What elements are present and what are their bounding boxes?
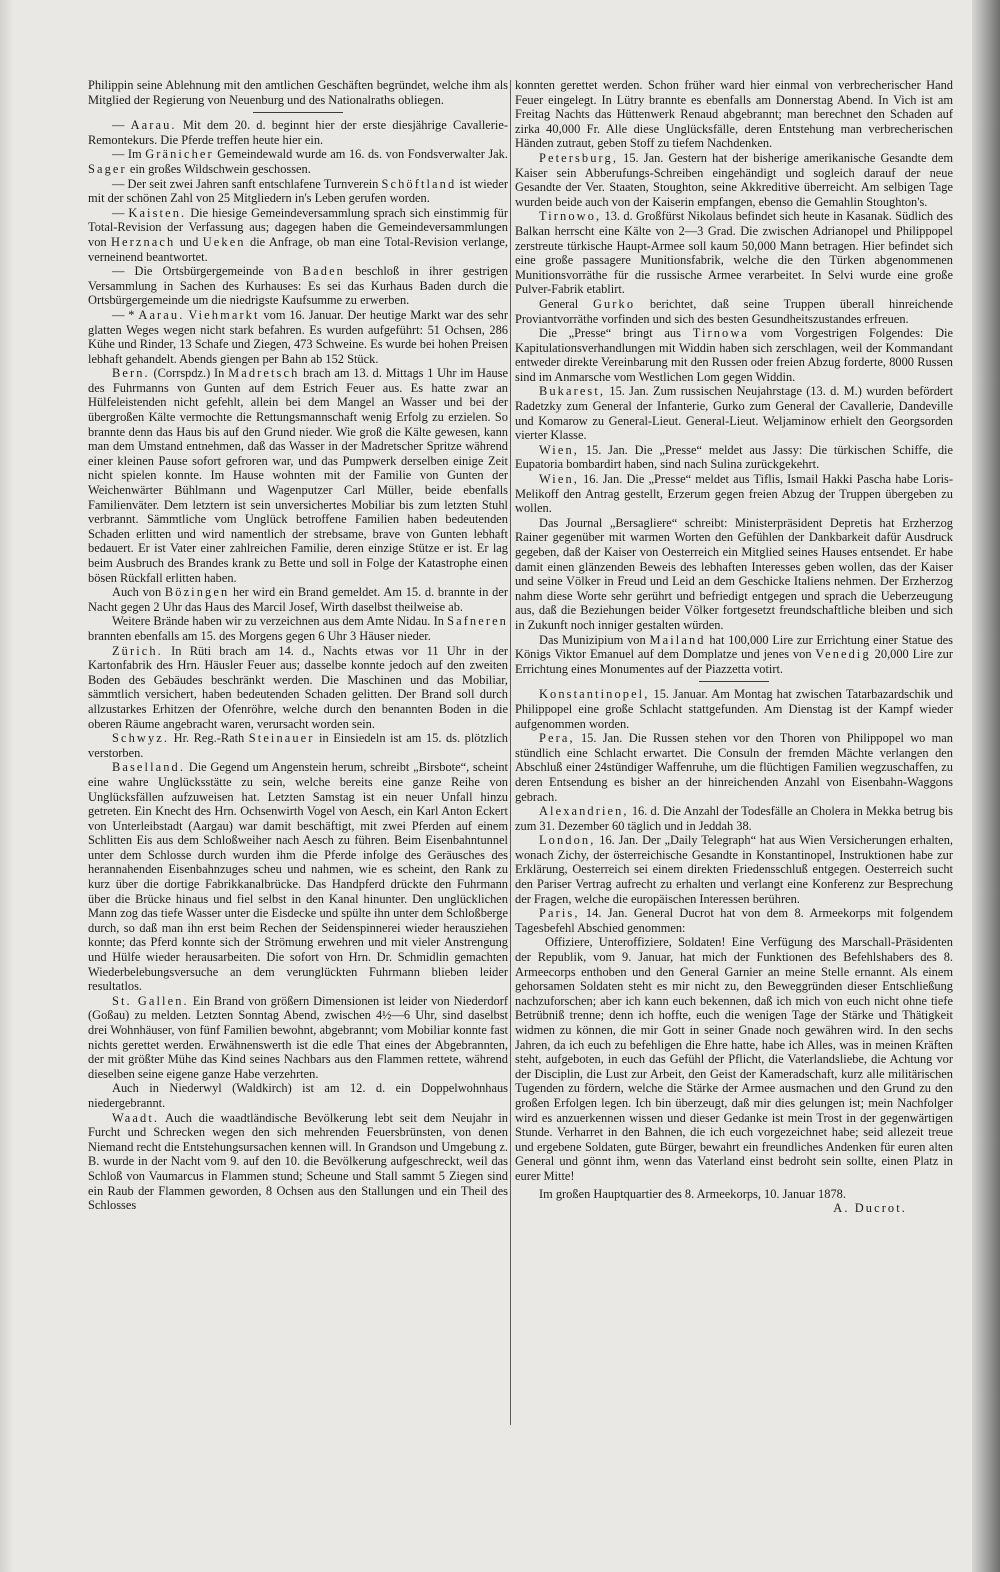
signature-place-date bbox=[515, 1187, 953, 1202]
dateline: Kaisten. bbox=[128, 205, 187, 220]
paragraph-text: — Im bbox=[112, 147, 146, 162]
news-item-petersburg bbox=[515, 151, 953, 209]
dateline: Alexandrien, bbox=[539, 804, 629, 819]
paragraph-text: — Die Ortsbürgergemeinde von bbox=[112, 264, 303, 279]
column-divider bbox=[510, 80, 511, 1425]
paragraph-text: Weitere Brände haben wir zu verzeichnen aus dem Amte Nidau. In bbox=[112, 614, 448, 629]
dateline: St. Gallen. bbox=[112, 993, 189, 1008]
news-item-waadt-continued bbox=[515, 78, 953, 151]
paragraph-text: Das Journal „Bersagliere“ schreibt: Ministerpräsident Depretis hat Erzherzog Rainer gegenüber mit warmen Worten den Gefühlen der Dankbarkeit dafür Ausdruck gegeben, daß der Kaiser von Oesterreich ein Mitglied seines Hauses entsendet. Er habe damit einen glänzenden Beweis des lebhaften Interesses geben wollen, das der Kaiser und seine Völker in Freud und Leid an dem Geschicke Italiens nehmen. Der Erzherzog nahm diese Worte sehr gerührt und befriedigt entgegen und sprach die Ueberzeugung aus, daß die Beziehungen beider Völker fortgesetzt freundschaftliche bleiben und sich in Zukunft noch inniger gestalten würden. bbox=[515, 515, 953, 632]
news-item-kaisten bbox=[88, 206, 508, 264]
paragraph-text: In Rüti brach am 14. d., Nachts etwas vor 11 Uhr in der Kartonfabrik des Hrn. Häusler Feuer aus; dasselbe konnte jedoch auf den zweiten Boden des Gebäudes beschränkt werden. Die Maschinen und das Mobiliar, sämmtlich versichert, haben bedeutenden Schaden gelitten. Der Brand soll durch allzustarkes Erhitzen der Ofenröhre, welche durch den benannten Boden in die oberen Räume angebracht waren, verursacht worden sein. bbox=[88, 643, 508, 731]
paragraph-text: — * bbox=[112, 307, 139, 322]
dateline: Aarau. bbox=[138, 307, 185, 322]
paragraph-text: Philippin seine Ablehnung mit den amtlichen Geschäften begründet, welche ihm als Mitglied der Regierung von Neuenburg und des Nationalraths obliegen. bbox=[88, 78, 508, 107]
left-column bbox=[88, 78, 508, 1213]
news-item-mailand-venedig bbox=[515, 633, 953, 677]
paragraph-text: Die hiesige Gemeindeversammlung sprach sich einstimmig für Total-Revision der Verfassung aus; dagegen haben die Gemeindeversammlungen von bbox=[88, 205, 508, 249]
paragraph-text: vom 16. Januar. Der heutige Markt war des sehr glatten Weges wegen nicht stark befahren. Es wurden aufgeführt: 51 Ochsen, 286 Kühe und Rinder, 13 Schafe und Ziegen, 473 Schweine. Es wurde bei hohen Preisen lebhaft gehandelt. Abends giengen per Bahn ab 152 Stück. bbox=[88, 307, 508, 366]
news-item-safneren bbox=[88, 614, 508, 643]
signature-name bbox=[515, 1201, 953, 1216]
news-item-aarau-viehmarkt bbox=[88, 308, 508, 366]
paragraph-text: Die „Presse“ bringt aus bbox=[539, 326, 693, 341]
dateline: Wien, bbox=[539, 442, 579, 457]
news-item-wien-15 bbox=[515, 443, 953, 472]
news-item-baden-kurhaus bbox=[88, 264, 508, 308]
paragraph-text: brannten ebenfalls am 15. des Morgens gegen 6 Uhr 3 Häuser nieder. bbox=[88, 628, 431, 643]
dateline: Waadt. bbox=[112, 1110, 160, 1125]
news-item-bersagliere bbox=[515, 516, 953, 633]
paragraph-text: General bbox=[539, 296, 593, 311]
paragraph-text: Gemeindewald wurde am 16. ds. von Fondsverwalter Jak. bbox=[213, 147, 508, 162]
paragraph-text: beschloß in ihrer gestrigen Versammlung in Sachen des Kurhauses: Es sei das Kurhaus Baden durch die Ortsbürgergemeinde um die niedrigste Kaufsumme zu erwerben. bbox=[88, 264, 508, 308]
news-item-gurko bbox=[515, 297, 953, 326]
dateline: Petersburg, bbox=[539, 150, 619, 165]
ducrot-order-of-the-day bbox=[515, 935, 953, 1183]
dateline: Bern. bbox=[112, 366, 150, 381]
dateline: Tirnowo, bbox=[539, 209, 602, 224]
spaced-name: Ueken bbox=[202, 234, 246, 249]
dateline: Bukarest, bbox=[539, 384, 606, 399]
paragraph-text: 16. Jan. Die „Presse“ meldet aus Tiflis, Ismail Hakki Pascha habe Loris-Melikoff den Antrag gestellt, Erzerum gegen freien Abzug der Truppen übergeben zu wollen. bbox=[515, 472, 953, 516]
news-item-aarau-remontekurs bbox=[88, 118, 508, 147]
paragraph-text: 15. Jan. Die Russen stehen vor den Thoren von Philippopel wo man stündlich eine Schlacht erwartet. Die Consuln der fremden Mächte verlangen den Abschluß einer 24stündiger Waffenruhe, um die flüchtigen Familien wegzuschaffen, zu deren Entsendung es bisher an der hinreichenden Anzahl von Eisenbahn-Waggons gebrach. bbox=[515, 731, 953, 804]
paragraph-text: her wird ein Brand gemeldet. Am 15. d. brannte in der Nacht gegen 2 Uhr das Haus des Marcil Josef, Wirth daselbst theilweise ab. bbox=[88, 585, 508, 614]
spaced-name: Venedig bbox=[815, 647, 871, 662]
spaced-name: Gränicher bbox=[145, 147, 214, 162]
news-item-bern-madretsch bbox=[88, 366, 508, 585]
paragraph-text: Auch die waadtländische Bevölkerung lebt seit dem Neujahr in Furcht und Schrecken wegen den sich mehrenden Feuersbrünsten, von denen Niemand recht die Entstehungsursachen kennen will. In Grandson und Umgebung z. B. wurde in der Nacht vom 9. auf den 10. die Bevölkerung aufgeschreckt, weil das Schloß von Vaumarcus in Flammen stund; Scheune und Stall sammt 5 Ziegen sind ein Raub der Flammen geworden, 8 Ochsen aus den Stallungen und ein Theil des Schlosses bbox=[88, 1110, 508, 1213]
spaced-name: Sager bbox=[88, 161, 127, 176]
dateline: London, bbox=[539, 833, 596, 848]
paragraph-text: 13. d. Großfürst Nikolaus befindet sich heute in Kasanak. Südlich des Balkan herrscht eine Kälte von 2—3 Grad. Die zwischen Adrianopel und Philippopel zerstreute türkische Haupt-Armee soll kaum 50,000 Mann betragen. Hier befindet sich eine große passagere Munitionsfabrik, welche die den Türken abgenommenen Munitionsvorräthe für die russische Armee verarbeitet. In Selvi wurde eine große Pulver-Fabrik etablirt. bbox=[515, 209, 953, 297]
spaced-name: Madretsch bbox=[228, 366, 300, 381]
news-item-st-gallen bbox=[88, 994, 508, 1082]
dateline: Pera, bbox=[539, 731, 575, 746]
dateline: Paris, bbox=[539, 906, 580, 921]
section-rule bbox=[699, 681, 769, 682]
news-item-london bbox=[515, 833, 953, 906]
news-item-alexandrien bbox=[515, 804, 953, 833]
paragraph-text: berichtet, daß seine Truppen überall hinreichende Proviantvorräthe vorfinden und sich des besten Gesundheitszustandes erfreuen. bbox=[515, 296, 953, 326]
news-item-bukarest bbox=[515, 384, 953, 442]
spaced-name: Tirnowa bbox=[692, 326, 749, 341]
news-item-tirnowo bbox=[515, 209, 953, 297]
paragraph-text: 15. Jan. Zum russischen Neujahrstage (13. d. M.) wurden befördert Radetzky zum General der Infanterie, Gurko zum General der Cavallerie, Dandeville und Komarow zu General-Lieut. General-Lieut. Weljaminow erhielt den Georgsorden vierter Klasse. bbox=[515, 384, 953, 443]
paragraph-text: 14. Jan. General Ducrot hat von dem 8. Armeekorps mit folgendem Tagesbefehl Abschied genommen: bbox=[515, 906, 953, 935]
paragraph-text: 15. Jan. Gestern hat der bisherige amerikanische Gesandte dem Kaiser sein Abberufungs-Schreiben eingehändigt und sogleich darauf der neue Gesandte der Ver. Staaten, Stoughton, seine Akkreditive überreicht. Am selbigen Tage wurden beide auch von der Kaiserin empfangen, ebenso die Gemahlin Stoughton's. bbox=[515, 150, 953, 209]
paragraph-text: Auch von bbox=[112, 585, 165, 600]
news-item-pera bbox=[515, 731, 953, 804]
news-item-niederwyl bbox=[88, 1081, 508, 1110]
dateline: Wien, bbox=[539, 472, 579, 487]
spaced-name: A. Ducrot. bbox=[833, 1201, 907, 1216]
paragraph-text: Auch in Niederwyl (Waldkirch) ist am 12. d. ein Doppelwohnhaus niedergebrannt. bbox=[88, 1081, 508, 1110]
paragraph-text: brach am 13. d. Mittags 1 Uhr im Hause des Fuhrmanns von Gunten auf dem Estrich Feuer aus. Es hatte zwar an Hülfeleistenden nicht gefehlt, allein bei dem Mangel an Wasser und bei der übergroßen Kälte vermochte die Rettungsmannschaft wenig Erfolg zu erzielen. So brannte denn das Haus bis auf den Grund nieder. Wie groß die Kälte gewesen, kann man dem Umstand entnehmen, daß das Wasser in der Madretscher Spritze während einer kleinen Pause sofort gefroren war, und das Pumpwerk derselben einige Zeit nicht spielen konnte. Im Hause wohnten mit der Familie von Gunten der Weichenwärter Bühlmann und Wagenputzer Carl Müller, beide ebenfalls Familienväter. Dem letztern ist sein unversichertes Mobiliar bis zum letzten Stuhl verbrannt. Sämmtliche vom Unglück betroffene Familien haben bedeutenden Schaden erlitten und wird namentlich der strebsame, brave von Gunten lebhaft bedauert. Er ist Vater einer zahlreichen Familie, deren einzige Stütze er ist. Er lag beim Ausbruch des Brandes krank zu Bette und soll in Folge der Katastrophe einen bösen Rückfall erlitten haben. bbox=[88, 366, 509, 585]
paragraph-text: (Corrspdz.) In bbox=[149, 366, 229, 381]
paragraph-text: in Einsiedeln ist am 15. ds. plötzlich verstorben. bbox=[88, 731, 508, 760]
spaced-name: Bözingen bbox=[164, 585, 230, 600]
paragraph-text: 20,000 Lire zur Errichtung eines Monumentes auf der Piazzetta votirt. bbox=[515, 647, 953, 676]
dateline: Baselland. bbox=[112, 760, 186, 775]
spaced-name: Mailand bbox=[649, 632, 706, 647]
paragraph-text: vom Vorgestrigen Folgendes: Die Kapitulationsverhandlungen mit Widdin haben sich zerschlagen, weil der Kommandant entweder direkte Vereinbarung mit den Russen oder freien Abzug forderte, 8000 Russen sind im Anmarsche vom Westlichen Lom gegen Widdin. bbox=[515, 326, 953, 384]
news-item-boezingen bbox=[88, 585, 508, 614]
dateline: Aarau. bbox=[130, 118, 177, 133]
spaced-name: Baden bbox=[302, 264, 345, 279]
dateline: Zürich. bbox=[112, 643, 163, 658]
paragraph-text: ist wieder mit der schönen Zahl von 25 Mitgliedern in's Leben gerufen worden. bbox=[88, 176, 508, 206]
news-item-presse-tirnowa bbox=[515, 326, 953, 384]
paragraph-text: ein großes Wildschwein geschossen. bbox=[126, 161, 311, 176]
news-item-schwyz bbox=[88, 731, 508, 760]
right-column bbox=[515, 78, 953, 1216]
paragraph-text: Ein Brand von größern Dimensionen ist leider von Niederdorf (Goßau) zu melden. Letzten Sonntag Abend, zwischen 4½—6 Uhr, sind daselbst drei Wohnhäuser, von fünf Familien bewohnt, abgebrannt; vom Mobiliar konnte fast nichts gerettet werden. Erwähnenswerth ist die edle That eines der Abgebrannten, der mit größter Mühe das Kind seines Nachbars aus den Flammen rettete, während dieselben seine eigene ganze Habe verzehrten. bbox=[88, 993, 508, 1081]
paragraph-text: 16. Jan. Der „Daily Telegraph“ hat aus Wien Versicherungen erhalten, wonach Zichy, der österreichische Gesandte in Konstantinopel, Instruktionen habe zur Erklärung, Oesterreich sei einem direkten Friedensschluß entgegen. Oesterreich sucht den Pariser Vertrag aufrecht zu erhalten und verlangt eine Konferenz zur Besprechung der Fragen, welche die europäischen Interessen berühren. bbox=[515, 833, 953, 906]
paragraph-text: — Der seit zwei Jahren sanft entschlafene Turnverein bbox=[112, 176, 382, 191]
paragraph-text: 15. Jan. Die „Presse“ meldet aus Jassy: Die türkischen Schiffe, die Eupatoria bombardirt haben, sind nach Sulina zurückgekehrt. bbox=[515, 442, 953, 472]
paragraph-text: Mit dem 20. d. beginnt hier der erste diesjährige Cavallerie-Remontekurs. Die Pferde treffen heute hier ein. bbox=[88, 118, 508, 147]
news-item-graenicher-wildschwein bbox=[88, 147, 508, 176]
paragraph-text: Hr. Reg.-Rath bbox=[169, 731, 249, 746]
news-item-zuerich-rueti bbox=[88, 644, 508, 732]
dateline: Schwyz. bbox=[112, 731, 170, 746]
news-item-waadt bbox=[88, 1111, 508, 1213]
section-rule bbox=[253, 112, 343, 113]
spaced-name: Safneren bbox=[447, 614, 508, 629]
news-item-konstantinopel bbox=[515, 687, 953, 731]
paragraph-text: — bbox=[112, 118, 131, 133]
news-item-turnverein-schoeftland bbox=[88, 177, 508, 206]
page-edge-shadow-left bbox=[0, 0, 14, 1572]
spaced-name: Herznach bbox=[111, 234, 176, 249]
news-item-wien-16 bbox=[515, 472, 953, 516]
paragraph-text: konnten gerettet werden. Schon früher ward hier einmal von verbrecherischer Hand Feuer eingelegt. In Lütry brannte es ebenfalls am Donnerstag Abend. In Vich ist am Freitag Nachts das Hüttenwerk Renaud abgebrannt; man berechnet den Schaden auf zirka 40,000 Fr. Alle diese Unglücksfälle, deren Entstehung man verbrecherischen Händen zutraut, geben Stoff zu tiefem Nachdenken. bbox=[515, 78, 953, 151]
paragraph-text: Die Gegend um Angenstein herum, schreibt „Birsbote“, scheint eine wahre Unglücksstätte zu sein, welche bereits eine ganze Reihe von Unglücksfällen aufzuweisen hat. Letzten Samstag ist ein neuer Unfall hinzu getreten. Ein Knecht des Hrn. Ochsenwirth Vogel von Aesch, ein Karl Anton Eckert von Unterleibstadt (Aargau) war damit beschäftigt, mit zwei Pferden auf einem Schlitten Eis aus dem Schloßweiher nach Aesch zu führen. Beim Eisenbahntunnel unter dem Schlosse durch wurden ihm die Pferde infolge des Geräusches des herannahenden Eisenbahnzuges scheu und nahmen, wie es scheint, den Rank zu kurz über die dortige Fabrikkanalbrücke. Das Handpferd drückte den Fuhrmann über die Brücke hinaus und fiel selbst in den Kanal hinunter. Den unglücklichen Mann zog das tiefe Wasser unter die Eisdecke und spülte ihn unter dem Schloßberge durch, so daß man ihn erst beim Rechen der Seidenspinnerei wieder herausziehen konnte; das Pferd konnte sich der Strömung erwehren und mit vieler Anstrengung und Hülfe wieder herausarbeiten. Die sofort von Hrn. Dr. Schmidlin gemachten Wiederbelebungsversuche an dem verunglückten Fuhrmann blieben leider resultatlos. bbox=[88, 760, 508, 994]
spaced-name: Schöftland bbox=[381, 176, 457, 191]
paragraph-text: hat 100,000 Lire zur Errichtung einer Statue des Königs Viktor Emanuel auf dem Domplatze und jenes von bbox=[515, 632, 953, 662]
news-item-paris bbox=[515, 906, 953, 935]
paragraph-text: 15. Januar. Am Montag hat zwischen Tatarbazardschik und Philippopel eine große Schlacht stattgefunden. Am Dienstag ist der Kampf wieder aufgenommen worden. bbox=[515, 687, 953, 731]
paragraph-text: Im großen Hauptquartier des 8. Armeekorps, 10. Januar 1878. bbox=[539, 1186, 846, 1201]
spaced-name: Gurko bbox=[592, 296, 636, 311]
spaced-name: Steinauer bbox=[248, 731, 315, 746]
binding-edge-shadow bbox=[972, 0, 1000, 1572]
paragraph-text: — bbox=[112, 205, 129, 220]
news-item-baselland bbox=[88, 760, 508, 994]
paragraph-text: Das Munizipium von bbox=[539, 632, 650, 647]
paragraph-text: Offiziere, Unteroffiziere, Soldaten! Eine Verfügung des Marschall-Präsidenten der Republik, vom 9. Januar, hat mich der Funktionen des Befehlshabers des 8. Armeecorps enthoben und den General Garnier an meine Stelle ernannt. Als einem gehorsamen Soldaten steht es mir nicht zu, den Beweggründen dieser Entschließung nachzuforschen; aber ich kann euch bekennen, daß ich mich von euch nicht ohne tiefe Betrübniß trenne; denn ich hoffte, euch die wenigen Tage der Stärke und Thätigkeit widmen zu können, die mir Gott in seiner Gnade noch gewähren wird. In den sechs Jahren, da ich euch zu befehligen die Ehre hatte, habe ich Alles, was in meinen Kräften steht, aufgeboten, in euch das Gefühl der Pflicht, die Vaterlandsliebe, die Achtung vor der Disciplin, die Lust zur Arbeit, den Geist der Kameradschaft, kurz alle militärischen Tugenden zu fördern, welche die Stärke der Armee ausmachen und den Grund zu den großen Erfolgen legen. Ich bin überzeugt, daß mir dies gelungen ist; mein Nachfolger wird es anzuerkennen wissen und dieser Gedanke ist mein Trost in der gegenwärtigen Stunde. Verharret in den Bahnen, die ich euch vorgezeichnet habe; seid allezeit treue und ergebene Soldaten, gute Bürger, bewahrt ein freundliches Andenken für euren alten General und gönnt ihm, wenn das Vaterland einst bedroht sein sollte, einen Platz in eurer Mitte! bbox=[515, 935, 953, 1183]
dateline: Konstantinopel, bbox=[539, 687, 650, 702]
news-item-philippin-continued bbox=[88, 78, 508, 107]
paragraph-text: die Anfrage, ob man eine Total-Revision verlange, verneinend beantwortet. bbox=[88, 234, 508, 264]
spaced-name: Viehmarkt bbox=[188, 307, 260, 322]
paragraph-text: 16. d. Die Anzahl der Todesfälle an Cholera in Mekka betrug bis zum 31. Dezember 60 täglich und in Jeddah 38. bbox=[515, 804, 953, 833]
paragraph-text: und bbox=[175, 234, 203, 249]
